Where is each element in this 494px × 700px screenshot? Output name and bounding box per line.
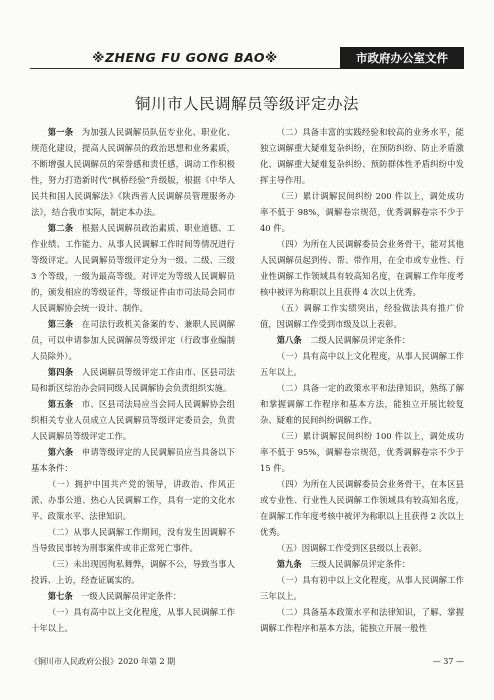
- paragraph-text: （一）具有高中以上文化程度，从事人民调解工作十年以上。: [31, 607, 235, 633]
- article-label: 第八条: [276, 335, 302, 345]
- paragraph: [260, 380, 464, 428]
- paragraph: [31, 124, 235, 220]
- paragraph-text: 为加强人民调解员队伍专业化、职业化、规范化建设，提高人民调解员的政治思想和业务素质，不断增强人民调解员的荣誉感和责任感，调动工作积极性，努力打造新时代“枫桥经验”升级版，根据《中华人民共和国人民调解法》《陕西省人民调解员管理服务办法》，结合我市实际，制定本办法。: [31, 127, 236, 217]
- journal-brand: ※ZHENG FU GONG BAO※: [92, 50, 278, 65]
- paragraph: [260, 604, 464, 636]
- paragraph-text: 一级人民调解员评定条件：: [81, 591, 182, 601]
- paragraph: [31, 396, 235, 444]
- paragraph-text: （五）调解工作实绩突出，经验做法具有推广价值，因调解工作受到市级及以上表彰。: [260, 303, 464, 329]
- paragraph: [260, 572, 464, 604]
- paragraph: [31, 476, 235, 524]
- document-title: 铜川市人民调解员等级评定办法: [134, 95, 359, 113]
- paragraph: [31, 316, 235, 364]
- paragraph: [260, 540, 464, 556]
- paragraph: [31, 364, 235, 396]
- paragraph-text: （二）具备一定的政策水平和法律知识，熟练了解和掌握调解工作程序和基本方法，能独立开展比较复杂、疑难的民间纠纷调解工作。: [260, 383, 464, 425]
- paragraph: [31, 556, 235, 588]
- paragraph-text: （一）具有初中以上文化程度，从事人民调解工作三年以上。: [260, 575, 464, 601]
- article-label: 第二条: [47, 223, 74, 233]
- paragraph: [260, 332, 464, 348]
- paragraph-text: （二）从事人民调解工作期间，没有发生因调解不当导致民事转为刑事案件或非正常死亡事件。: [31, 527, 235, 553]
- paragraph-text: 二级人民调解员评定条件：: [310, 335, 411, 345]
- paragraph: [31, 604, 235, 636]
- paragraph: [260, 556, 464, 572]
- paragraph: [260, 124, 464, 188]
- paragraph-text: （四）为所在人民调解委员会业务骨干，能对其他人民调解员起到传、帮、带作用，在全市或专业性、行业性调解工作领域具有较高知名度，在调解工作年度考核中被评为称职以上且获得 4 次以上优秀。: [260, 239, 464, 297]
- paragraph: [260, 300, 464, 332]
- page-number: — 37 —: [432, 657, 464, 666]
- paragraph: [260, 188, 464, 236]
- paragraph-text: 根据人民调解员政治素质、职业道德、工作业绩、工作能力、从事人民调解工作时间等情况进行等级评定。人民调解员等级评定分为一级、二级、三级 3 个等级，一级为最高等级。对评定为等级人民调解员的，颁发相应的等级证件，等级证件由市司法局会同市人民调解协会统一设计、制作。: [31, 223, 236, 313]
- article-label: 第九条: [276, 559, 302, 569]
- article-label: 第五条: [47, 399, 74, 409]
- paragraph-text: （三）累计调解民间纠纷 100 件以上，调处成功率不低于 95%，调解卷宗规范，优秀调解卷宗不少于 15 件。: [260, 431, 464, 473]
- section-badge: 市政府办公室文件: [340, 47, 464, 69]
- paragraph-text: （二）具备基本政策水平和法律知识，了解、掌握调解工作程序和基本方法，能独立开展一般性: [260, 607, 464, 633]
- paragraph-text: （四）为所在人民调解委员会业务骨干，在本区县或专业性、行业性人民调解工作领域具有较高知名度，在调解工作年度考核中被评为称职以上且获得 2 次以上优秀。: [260, 479, 464, 537]
- paragraph: [260, 236, 464, 300]
- paragraph: [260, 476, 464, 540]
- paragraph: [260, 428, 464, 476]
- paragraph-text: （三）未出现因徇私舞弊，调解不公，导致当事人投诉、上访，经查证属实的。: [31, 559, 235, 585]
- paragraph: [31, 220, 235, 316]
- header-rule: [30, 68, 340, 69]
- paragraph-text: （一）拥护中国共产党的领导，讲政治、作风正派、办事公道、热心人民调解工作，具有一定的文化水平、政策水平、法律知识。: [31, 479, 235, 521]
- paragraph: [31, 444, 235, 476]
- paragraph-text: 三级人民调解员评定条件：: [310, 559, 411, 569]
- right-column: [260, 124, 464, 636]
- paragraph-text: （二）具备丰富的实践经验和较高的业务水平，能独立调解重大疑难复杂纠纷，在预防纠纷、防止矛盾激化、调解重大疑难复杂纠纷、预防群体性矛盾纠纷中发挥主导作用。: [260, 127, 464, 185]
- paragraph-text: （五）因调解工作受到区县级以上表彰。: [276, 543, 427, 553]
- article-label: 第六条: [47, 447, 74, 457]
- left-column: [31, 124, 235, 636]
- paragraph-text: 在司法行政机关备案的专、兼职人民调解员，可以申请参加人民调解员等级评定（行政事业编制人员除外）。: [31, 319, 236, 361]
- paragraph: [31, 588, 235, 604]
- article-label: 第四条: [47, 367, 74, 377]
- paragraph-text: 市、区县司法局应当会同人民调解协会组织相关专业人员成立人民调解员等级评定委员会，负责人民调解员等级评定工作。: [31, 399, 236, 441]
- paragraph-text: 申请等级评定的人民调解员应当具备以下基本条件：: [31, 447, 236, 473]
- paragraph: [260, 348, 464, 380]
- publication-info: 《铜川市人民政府公报》2020 年第 2 期: [30, 657, 176, 666]
- paragraph-text: （一）具有高中以上文化程度，从事人民调解工作五年以上。: [260, 351, 464, 377]
- article-label: 第一条: [47, 127, 74, 137]
- paragraph: [31, 524, 235, 556]
- paragraph-text: 人民调解员等级评定工作由市、区县司法局和新区综治办会同同级人民调解协会负责组织实施。: [31, 367, 236, 393]
- article-label: 第七条: [47, 591, 73, 601]
- paragraph-text: （三）累计调解民间纠纷 200 件以上，调处成功率不低于 98%，调解卷宗规范，优秀调解卷宗不少于 40 件。: [260, 191, 464, 233]
- page-header: [30, 47, 464, 69]
- page-footer: [30, 656, 464, 668]
- article-label: 第三条: [47, 319, 74, 329]
